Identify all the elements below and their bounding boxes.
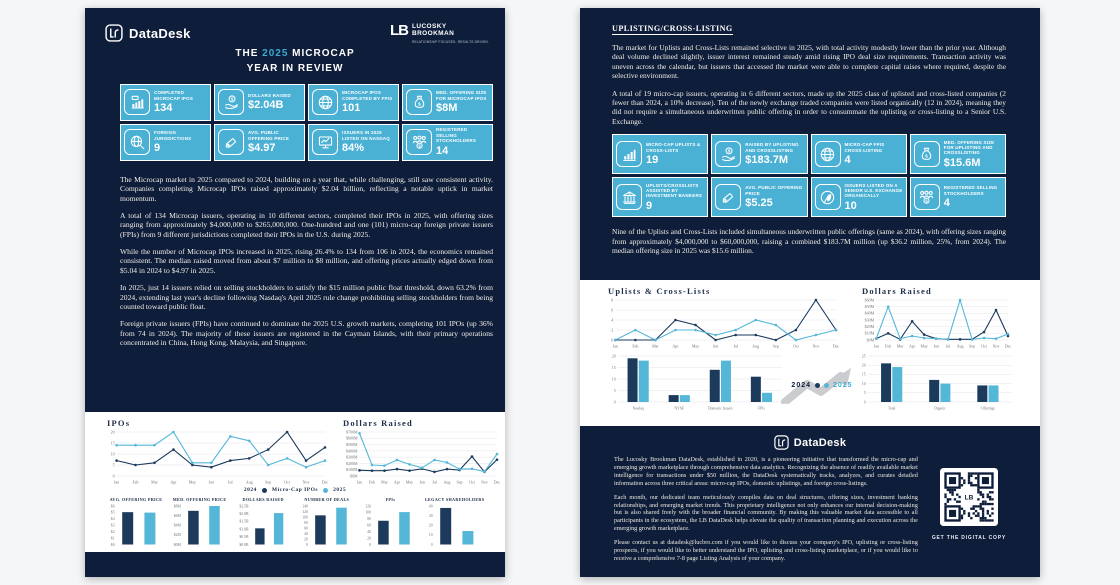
svg-text:Jun: Jun bbox=[712, 343, 719, 349]
stockholders-icon bbox=[406, 129, 432, 155]
svg-text:Feb: Feb bbox=[885, 343, 892, 349]
svg-text:20: 20 bbox=[611, 354, 616, 359]
svg-text:10: 10 bbox=[861, 381, 866, 386]
svg-text:Mar: Mar bbox=[652, 343, 659, 349]
svg-text:May: May bbox=[188, 479, 197, 485]
lucosky-brookman-logo bbox=[390, 24, 489, 46]
ipos-chart-block bbox=[107, 418, 329, 485]
mini-chart-deals bbox=[298, 497, 356, 547]
qr-caption: GET THE DIGITAL COPY bbox=[931, 535, 1006, 541]
svg-text:$: $ bbox=[627, 192, 631, 197]
svg-text:$: $ bbox=[417, 102, 421, 108]
svg-text:Nov: Nov bbox=[302, 479, 310, 485]
svg-text:Dec: Dec bbox=[1004, 343, 1012, 349]
svg-text:$0M: $0M bbox=[349, 473, 358, 479]
svg-text:Jan: Jan bbox=[612, 343, 618, 349]
svg-text:Jun: Jun bbox=[208, 479, 215, 485]
stat-tile-med-size bbox=[910, 134, 1006, 174]
stat-tile-avg-offering-price bbox=[214, 124, 305, 161]
bar-chart-icon bbox=[616, 141, 642, 167]
svg-text:$400M: $400M bbox=[345, 448, 358, 454]
svg-text:0: 0 bbox=[112, 473, 115, 479]
svg-text:Jan: Jan bbox=[356, 479, 363, 485]
legend-2025-dot bbox=[323, 488, 328, 493]
stat-tile-nasdaq-listed bbox=[308, 124, 399, 161]
svg-text:May: May bbox=[691, 343, 700, 349]
page1-body-text bbox=[120, 175, 493, 349]
svg-text:Sep: Sep bbox=[265, 479, 272, 485]
mini-chart-title: FPIs bbox=[385, 497, 396, 502]
section-heading: UPLISTING/CROSS-LISTING bbox=[612, 24, 733, 33]
svg-text:FPIs: FPIs bbox=[758, 406, 765, 411]
svg-text:Aug: Aug bbox=[443, 479, 451, 485]
stat-value: $4.97 bbox=[248, 141, 276, 154]
stat-label: RAISED BY UPLISTING AND CROSSLISTING bbox=[745, 142, 799, 153]
svg-text:20: 20 bbox=[303, 537, 308, 542]
svg-text:$8M: $8M bbox=[173, 504, 181, 509]
trend-legend bbox=[786, 359, 858, 411]
svg-text:$0.0B: $0.0B bbox=[239, 542, 249, 547]
svg-text:$50M: $50M bbox=[864, 304, 875, 310]
svg-text:0: 0 bbox=[305, 542, 308, 547]
stat-value: 84% bbox=[342, 141, 365, 154]
svg-text:60: 60 bbox=[303, 526, 308, 531]
svg-text:Nasdaq: Nasdaq bbox=[632, 406, 644, 411]
svg-text:$: $ bbox=[925, 154, 929, 160]
mini-chart-title: NUMBER OF DEALS bbox=[304, 497, 350, 502]
svg-text:15: 15 bbox=[611, 365, 616, 370]
ipos-line-chart bbox=[107, 429, 329, 485]
svg-text:NYSE: NYSE bbox=[674, 406, 684, 411]
stat-label: UPLISTS/CROSSLISTS ASSISTED BY INVESTMENT BANKERS bbox=[646, 182, 703, 199]
stat-label: REGISTERED SELLING STOCKHOLDERS bbox=[436, 127, 477, 144]
mini-chart-title: LEGACY SHAREHOLDERS bbox=[424, 497, 485, 502]
stat-label: REGISTERED SELLING STOCKHOLDERS bbox=[943, 185, 998, 196]
stat-label: ISSUERS LISTED ON A SENIOR U.S. EXCHANGE ORGANICALLY bbox=[844, 182, 903, 199]
title-year: 2025 bbox=[262, 47, 289, 59]
legend-2024-dot bbox=[815, 383, 820, 388]
svg-text:Mar: Mar bbox=[896, 343, 904, 349]
svg-text:Feb: Feb bbox=[132, 479, 139, 485]
legend-2025-label: 2025 bbox=[833, 381, 853, 389]
chart-title: Dollars Raised bbox=[343, 418, 413, 428]
svg-text:Jan: Jan bbox=[873, 343, 879, 349]
price-tag-icon bbox=[218, 129, 244, 155]
svg-text:Apr: Apr bbox=[393, 479, 401, 485]
paragraph: In 2025, just 14 issuers relied on selling stockholders to satisfy the $15 million public float threshold, down 63.2% from 2024, extending last year's decline following Nasdaq's April 2025 rule change prohibiting selling stockholders from being counted toward public float. bbox=[120, 282, 493, 312]
svg-text:Aug: Aug bbox=[245, 479, 253, 485]
svg-text:$2.0B: $2.0B bbox=[239, 512, 249, 516]
partner-name-line2: BROOKMAN bbox=[411, 29, 455, 37]
svg-text:40: 40 bbox=[303, 531, 308, 536]
svg-text:60: 60 bbox=[367, 523, 372, 528]
page2-stat-tiles bbox=[612, 134, 1006, 217]
svg-text:$200M: $200M bbox=[345, 460, 358, 466]
stat-value: 10 bbox=[844, 199, 857, 212]
svg-text:Nov: Nov bbox=[992, 343, 1000, 349]
stat-tile-completed-ipos bbox=[120, 84, 211, 121]
svg-text:$20M: $20M bbox=[864, 324, 875, 330]
svg-text:$0M: $0M bbox=[173, 542, 181, 547]
svg-text:20: 20 bbox=[428, 523, 433, 528]
stat-tile-selling-stockholders bbox=[402, 124, 493, 161]
svg-text:Apr: Apr bbox=[909, 343, 916, 349]
datadesk-logo bbox=[614, 435, 1006, 450]
svg-text:$1.5B: $1.5B bbox=[239, 519, 249, 524]
svg-text:$4: $4 bbox=[110, 517, 115, 522]
stat-value: $2.04B bbox=[248, 99, 284, 112]
stat-value: 4 bbox=[844, 154, 851, 167]
svg-text:20: 20 bbox=[367, 536, 372, 541]
paragraph: While the number of Microcap IPOs increased in 2025, rising 26.4% to 134 from 106 in 2024, the economics remained consistent. The median raised moved from about $7 million to $8 million, and offering prices actually edged down from $5.04 in 2024 to $4.97 in 2025. bbox=[120, 246, 493, 276]
legend-2024-dot bbox=[262, 488, 267, 493]
mini-chart-med-price bbox=[171, 497, 229, 547]
svg-text:5: 5 bbox=[863, 391, 866, 396]
svg-text:$0.5B: $0.5B bbox=[239, 535, 249, 540]
hand-money-icon bbox=[406, 89, 432, 115]
svg-text:$2.5B: $2.5B bbox=[239, 504, 249, 509]
datadesk-logo-icon bbox=[774, 435, 789, 450]
page-right bbox=[580, 8, 1040, 577]
svg-text:Offerings: Offerings bbox=[981, 406, 995, 411]
dollars-raised2-chart-block bbox=[862, 286, 1012, 349]
svg-text:Mar: Mar bbox=[381, 479, 388, 485]
svg-text:5: 5 bbox=[613, 388, 616, 393]
legend-2024-label: 2024 bbox=[791, 381, 811, 389]
stat-tile-avg-price bbox=[711, 177, 807, 217]
paragraph: The market for Uplists and Cross-Lists remained selective in 2025, with total activity modestly lower than the prior year. Although deal volume declined slightly, issuer interest remained steady amid rising IPO deal size requirements. Transaction activity was uneven across the calendar, but issuers that accessed the market were able to complete capital raises where required, despite the selective environment. bbox=[612, 43, 1006, 81]
uplists-chart-block bbox=[608, 286, 840, 349]
stat-tile-organic bbox=[811, 177, 907, 217]
stat-label: AVG. PUBLIC OFFERING PRICE bbox=[745, 185, 803, 196]
svg-text:Jun: Jun bbox=[419, 479, 425, 485]
stat-tile-fpi-ipos bbox=[308, 84, 399, 121]
brand-name: DataDesk bbox=[129, 25, 191, 41]
page1-stat-tiles bbox=[120, 84, 493, 161]
svg-text:$1.0B: $1.0B bbox=[239, 527, 249, 532]
svg-text:$4M: $4M bbox=[173, 523, 181, 528]
mini-chart-title: DOLLARS RAISED bbox=[242, 497, 284, 502]
svg-text:$60M: $60M bbox=[864, 297, 875, 303]
svg-text:120: 120 bbox=[365, 504, 372, 509]
stat-value: 19 bbox=[646, 154, 659, 167]
svg-text:Sep: Sep bbox=[456, 479, 463, 485]
svg-text:$600M: $600M bbox=[345, 435, 358, 441]
svg-text:15: 15 bbox=[861, 372, 866, 377]
stat-label: ISSUERS IN 2025 LISTED ON NASDAQ bbox=[342, 130, 390, 141]
legend-2024-label: 2024 bbox=[243, 487, 257, 493]
page1-charts-section bbox=[85, 412, 505, 552]
svg-text:$100M: $100M bbox=[345, 467, 358, 473]
chart-title: IPOs bbox=[107, 418, 131, 428]
svg-text:Jun: Jun bbox=[933, 343, 939, 349]
svg-text:80: 80 bbox=[367, 517, 372, 522]
svg-text:Jan: Jan bbox=[113, 479, 120, 485]
stat-tile-bankers bbox=[612, 177, 708, 217]
stat-value: $15.6M bbox=[943, 156, 981, 169]
svg-text:Sep: Sep bbox=[772, 343, 779, 349]
title-pre: THE bbox=[235, 47, 259, 59]
chart-title: Uplists & Cross-Lists bbox=[608, 286, 711, 296]
hand-coin-icon bbox=[715, 141, 741, 167]
hand-coin-icon bbox=[218, 89, 244, 115]
svg-text:$: $ bbox=[230, 97, 233, 103]
partner-tagline: RELATIONSHIP FOCUSED. RESULTS DRIVEN. bbox=[411, 40, 489, 44]
stat-tile-fpi-crosslisting bbox=[811, 134, 907, 174]
svg-text:6: 6 bbox=[611, 307, 614, 313]
page-left bbox=[85, 8, 505, 577]
page1-top-section bbox=[85, 8, 505, 412]
monitor-icon bbox=[312, 129, 338, 155]
datadesk-logo bbox=[105, 24, 191, 42]
svg-text:$: $ bbox=[417, 142, 421, 148]
svg-text:Oct: Oct bbox=[284, 479, 290, 485]
svg-text:40: 40 bbox=[428, 504, 433, 509]
svg-text:Organic: Organic bbox=[934, 406, 946, 411]
mini-chart-title: MED. OFFERING PRICE bbox=[172, 497, 227, 502]
svg-text:0: 0 bbox=[613, 400, 616, 405]
datadesk-logo-icon bbox=[105, 24, 123, 42]
svg-text:$2M: $2M bbox=[173, 533, 181, 538]
svg-text:$5: $5 bbox=[110, 510, 115, 515]
page2-footer-section bbox=[580, 426, 1040, 577]
dollars-raised-chart-block bbox=[343, 418, 501, 485]
svg-text:May: May bbox=[405, 479, 414, 485]
stat-label: DOLLARS RAISED bbox=[248, 92, 291, 98]
paragraph: The Microcap market in 2025 compared to 2024, building on a year that, while challenging, still saw consistent activity. Companies completing Microcap IPOs raised approximately $2.04 billion, reflecting a notable uptick in market momentum. bbox=[120, 174, 493, 203]
svg-text:May: May bbox=[920, 343, 928, 349]
svg-text:$40M: $40M bbox=[864, 310, 875, 316]
svg-text:Total: Total bbox=[887, 406, 896, 411]
stat-label: FOREIGN JURISDICTIONS bbox=[154, 130, 192, 141]
svg-text:$6: $6 bbox=[110, 504, 115, 509]
qr-code bbox=[940, 468, 998, 531]
legend-series-label: Micro-Cap IPOs bbox=[271, 487, 319, 493]
svg-text:10: 10 bbox=[110, 451, 115, 457]
svg-text:4: 4 bbox=[611, 317, 614, 323]
globe-icon bbox=[815, 141, 841, 167]
stat-tile-raised bbox=[711, 134, 807, 174]
legend-2025-label: 2025 bbox=[333, 487, 347, 493]
paragraph: Nine of the Uplists and Cross-Lists included simultaneous underwritten public offerings (same as 2024), with offering sizes ranging from approximately $4,000,000 to $60,000,000, raising a combined $183.7M million (up $36.2 million, 25%, from 2024). The median offering size in 2025 was $15.6 million. bbox=[612, 227, 1006, 256]
svg-text:100: 100 bbox=[365, 510, 372, 515]
stat-value: 9 bbox=[646, 199, 653, 212]
svg-text:$0M: $0M bbox=[866, 337, 875, 343]
legend-2025-dot bbox=[824, 383, 829, 388]
stat-value: 4 bbox=[943, 197, 950, 210]
svg-text:Jul: Jul bbox=[733, 343, 739, 349]
stat-value: $5.25 bbox=[745, 197, 773, 210]
svg-text:10: 10 bbox=[611, 377, 616, 382]
title-post: MICROCAP bbox=[292, 47, 355, 59]
mini-chart-fpis bbox=[361, 497, 419, 547]
totals-bar-chart bbox=[858, 353, 1016, 411]
svg-text:$300M: $300M bbox=[345, 454, 358, 460]
svg-text:120: 120 bbox=[301, 509, 308, 514]
svg-text:0: 0 bbox=[430, 542, 433, 547]
svg-text:Jul: Jul bbox=[432, 479, 437, 485]
svg-text:20: 20 bbox=[110, 429, 115, 435]
price-tag-icon bbox=[715, 184, 741, 210]
stat-value: $8M bbox=[436, 101, 458, 114]
svg-text:2: 2 bbox=[611, 327, 614, 333]
stat-label: MICROCAP IPOS COMPLETED BY FPIS bbox=[342, 90, 393, 101]
brand-name: DataDesk bbox=[793, 436, 847, 449]
page2-top-section bbox=[580, 8, 1040, 280]
exchange-bar-chart bbox=[608, 353, 786, 411]
uplists-line-chart bbox=[608, 297, 840, 349]
paragraph: A total of 134 Microcap issuers, operating in 10 different sectors, completed their IPOs in 2025, with offering sizes ranging from approximately $4,000,000 to $265,000,000. One-hundred and one (101) micro-cap foreign private issuers (FPIs) from 9 different jurisdictions completed their IPOs in the U.S. during 2025. bbox=[120, 210, 493, 240]
svg-text:Dec: Dec bbox=[832, 343, 840, 349]
stat-value: 134 bbox=[154, 101, 173, 114]
svg-text:$0: $0 bbox=[110, 542, 115, 547]
svg-text:0: 0 bbox=[369, 542, 372, 547]
paragraph: Foreign private issuers (FPIs) have continued to dominate the 2025 U.S. growth markets, completing 101 IPOs (up 36% from 74 in 2024). The majority of these issuers are registered in the Cayman Islands, with their primary operations concentrated in China, Hong Kong, Malaysia, and Singapore. bbox=[120, 318, 493, 348]
svg-text:25: 25 bbox=[861, 354, 866, 359]
svg-text:Aug: Aug bbox=[752, 343, 760, 349]
svg-text:$30M: $30M bbox=[864, 317, 875, 323]
mini-chart-dollars bbox=[234, 497, 292, 547]
svg-text:Apr: Apr bbox=[170, 479, 177, 485]
page1-footer-band bbox=[85, 552, 505, 577]
svg-text:15: 15 bbox=[110, 440, 115, 446]
svg-text:10: 10 bbox=[428, 533, 433, 538]
footer-body-text bbox=[614, 456, 918, 569]
svg-text:Domestic Issuers: Domestic Issuers bbox=[708, 406, 733, 411]
mini-chart-legacy bbox=[425, 497, 483, 547]
dollars-raised2-line-chart bbox=[862, 297, 1012, 349]
stat-value: 14 bbox=[436, 144, 449, 157]
stat-value: 9 bbox=[154, 141, 161, 154]
svg-text:20: 20 bbox=[861, 363, 866, 368]
paragraph: Each month, our dedicated team meticulously compiles data on deal structures, offering sizes, investment banking relationships, and emerging market trends. This proprietary intelligence not only enhances our internal decision-making but is also shared freely with the broader financial community. By making this valuable market data accessible to all participants in the ecosystem, the LB DataDesk helps elevate the quality of transaction planning and execution across the emerging growth marketplace. bbox=[614, 493, 918, 533]
svg-text:$1: $1 bbox=[110, 536, 115, 541]
stat-label: MED. OFFERING SIZE FOR MICROCAP IPOS bbox=[436, 90, 487, 101]
paragraph: Please contact us at datadesk@lucbro.com if you would like to discuss your company's IPO, uplisting or cross-listing prospects, if you would like to better understand the IPO, uplisting and cross-listing marketplace, or if you would like to receive a comprehensive 7-8 page Listing Analysis of your company. bbox=[614, 539, 918, 562]
lb-monogram: LB bbox=[389, 22, 408, 39]
svg-text:Jul: Jul bbox=[227, 479, 233, 485]
svg-text:$10M: $10M bbox=[864, 330, 875, 336]
svg-text:0: 0 bbox=[863, 400, 866, 405]
stat-tile-dollars-raised bbox=[214, 84, 305, 121]
stat-tile-foreign-jurisdictions bbox=[120, 124, 211, 161]
svg-text:LB: LB bbox=[964, 494, 974, 502]
stat-label: COMPLETED MICROCAP IPOS bbox=[154, 90, 194, 101]
stat-label: MICRO-CAP FPIS CROSS-LISTING bbox=[844, 142, 885, 153]
svg-text:Oct: Oct bbox=[981, 343, 987, 349]
svg-text:Apr: Apr bbox=[672, 343, 679, 349]
svg-text:Feb: Feb bbox=[369, 479, 375, 485]
ipo-chart-icon bbox=[124, 89, 150, 115]
paragraph: A total of 19 micro-cap issuers, operating in 6 different sectors, made up the 2025 class of uplisted and cross-listed companies (2 fewer than 2024, a 10% decrease). Ten of the newly exchange traded companies were listed organically (12 in 2024), meaning they did not require a simultaneous underwritten public offering in order to consummate the uplisting or cross-listing to a Senior U.S. Exchange. bbox=[612, 88, 1006, 126]
svg-text:$2: $2 bbox=[110, 529, 115, 534]
svg-text:140: 140 bbox=[301, 504, 308, 509]
svg-text:100: 100 bbox=[301, 515, 308, 520]
stat-value: 101 bbox=[342, 101, 361, 114]
svg-text:$: $ bbox=[925, 198, 928, 204]
svg-text:8: 8 bbox=[611, 297, 614, 303]
svg-text:Aug: Aug bbox=[956, 343, 964, 349]
svg-text:Feb: Feb bbox=[632, 343, 639, 349]
stat-label: MICRO-CAP UPLISTS & CROSS-LISTS bbox=[646, 142, 701, 153]
svg-text:Sep: Sep bbox=[969, 343, 976, 349]
stat-tile-med-offering-size bbox=[402, 84, 493, 121]
svg-text:Dec: Dec bbox=[321, 479, 329, 485]
svg-text:0: 0 bbox=[611, 337, 614, 343]
hand-money-icon bbox=[914, 141, 940, 167]
svg-text:Nov: Nov bbox=[812, 343, 820, 349]
svg-text:40: 40 bbox=[367, 529, 372, 534]
svg-text:$500M: $500M bbox=[345, 441, 358, 447]
svg-text:80: 80 bbox=[303, 520, 308, 525]
page1-header bbox=[85, 8, 505, 46]
svg-text:Oct: Oct bbox=[792, 343, 799, 349]
svg-text:$: $ bbox=[727, 149, 731, 155]
report-title bbox=[85, 46, 505, 76]
globe-icon bbox=[312, 89, 338, 115]
stockholders-icon bbox=[914, 184, 940, 210]
svg-text:$700M: $700M bbox=[345, 429, 358, 435]
svg-text:30: 30 bbox=[428, 513, 433, 518]
stat-tile-selling-stockholders bbox=[910, 177, 1006, 217]
mini-chart-avg-price bbox=[107, 497, 165, 547]
globe-search-icon bbox=[124, 129, 150, 155]
paragraph: The Lucosky Brookman DataDesk, established in 2020, is a pioneering initiative that transformed the micro-cap and emerging growth marketplace through comprehensive data analytics. Recognizing the absence of readily available market intelligence for transactions under $50 million, the DataDesk systematically tracks, analyzes, and curates detailed information across three critical areas: micro-cap IPOs, domestic uplistings, and foreign cross-listings. bbox=[614, 456, 918, 487]
chart-title: Dollars Raised bbox=[862, 286, 932, 296]
dollars-raised-line-chart bbox=[343, 429, 501, 485]
svg-text:Mar: Mar bbox=[151, 479, 158, 485]
svg-text:Dec: Dec bbox=[493, 479, 501, 485]
svg-text:Nov: Nov bbox=[481, 479, 488, 485]
svg-text:$3: $3 bbox=[110, 523, 115, 528]
stat-tile-uplists bbox=[612, 134, 708, 174]
svg-text:$6M: $6M bbox=[173, 513, 181, 518]
svg-text:Jul: Jul bbox=[945, 343, 951, 349]
mini-chart-title: AVG. OFFERING PRICE bbox=[109, 497, 163, 502]
stat-label: AVG. PUBLIC OFFERING PRICE bbox=[248, 130, 290, 141]
title-line2: YEAR IN REVIEW bbox=[246, 62, 344, 74]
partner-name-line1: LUCOSKY bbox=[411, 23, 447, 30]
stat-label: MED. OFFERING SIZE FOR UPLISTING AND CROSSLISTING bbox=[943, 139, 995, 156]
svg-text:Oct: Oct bbox=[469, 479, 475, 485]
bank-icon bbox=[616, 184, 642, 210]
stat-value: $183.7M bbox=[745, 154, 789, 167]
mini-bar-charts bbox=[85, 493, 505, 547]
svg-text:5: 5 bbox=[112, 462, 115, 468]
page2-charts-section bbox=[580, 280, 1040, 426]
organic-icon bbox=[815, 184, 841, 210]
